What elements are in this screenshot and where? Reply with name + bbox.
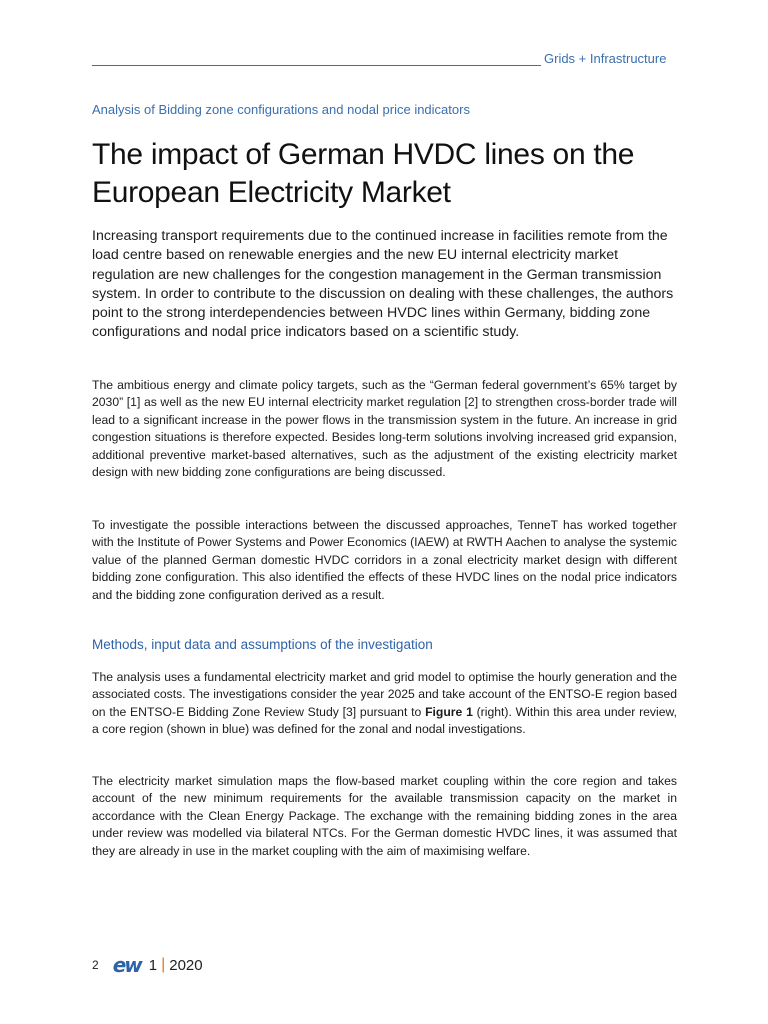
body-paragraph-2: To investigate the possible interactions between the discussed approaches, TenneT has worked together with the Institute of Power Systems and Power Economics (IAEW) at RWTH Aachen to analyse the systemic value of the planned German domestic HVDC corridors in a zonal electricity market design with different bidding zone configuration. This also identified the effects of these HVDC lines on the nodal price indicators and the bidding zone configuration derived as a result.	[92, 518, 677, 602]
figure-1-reference-link[interactable]: Figure 1	[425, 704, 473, 719]
footer-separator: |	[161, 956, 166, 973]
issue-number: 1	[148, 956, 158, 974]
paragraph-3-text-end: (right). Within this area under review, a core region (shown in blue) was defined for the zonal and nodal investigations.	[92, 704, 677, 737]
section-label: Grids + Infrastructure	[544, 51, 667, 66]
article-lead: Increasing transport requirements due to the continued increase in facilities remote from the load centre based on renewable energies and the new EU internal electricity market regulation are new challenges for the congestion management in the German transmission system. In order to contribute to the discussion on dealing with these challenges, the authors point to the strong interdependencies between HVDC lines within Germany, bidding zone configurations and nodal price indicators based on a scientific study.	[92, 228, 674, 341]
section-subheading: Methods, input data and assumptions of the investigation	[92, 637, 433, 652]
paragraph-3-text-start: The analysis uses a fundamental electricity market and grid model to optimise the hourly generation and the associated costs. The investigations consider the year 2025 and take account of the ENTSO-E region based on the ENTSO-E Bidding Zone Review Study [3] pursuant to	[92, 670, 677, 719]
page-number: 2	[92, 958, 99, 972]
issue-year: 2020	[169, 956, 203, 974]
header-rule	[92, 51, 541, 66]
article-title: The impact of German HVDC lines on the European Electricity Market	[92, 138, 635, 209]
body-paragraph-3	[92, 669, 677, 739]
ew-logo: ew	[112, 953, 141, 977]
body-paragraph-1: The ambitious energy and climate policy targets, such as the “German federal government’s 65% target by 2030” [1] as well as the new EU internal electricity market regulation [2] to strengthen cross-border trade will lead to a significant increase in the power flows in the transmission system in the future. An increase in grid congestion situations is therefore expected. Besides long-term solutions involving increased grid expansion, additional preventive market-based alternatives, such as the adjustment of the existing electricity market design with new bidding zone configurations are being discussed.	[92, 378, 677, 480]
body-paragraph-4: The electricity market simulation maps the flow-based market coupling within the core region and takes account of the new minimum requirements for the available transmission capacity on the market in accordance with the Clean Energy Package. The exchange with the remaining bidding zones in the area under review was modelled via bilateral NTCs. For the German domestic HVDC lines, it was assumed that they are already in use in the market coupling with the aim of maximising welfare.	[92, 774, 677, 858]
article-kicker: Analysis of Bidding zone configurations and nodal price indicators	[92, 102, 470, 117]
page-footer	[92, 953, 203, 977]
